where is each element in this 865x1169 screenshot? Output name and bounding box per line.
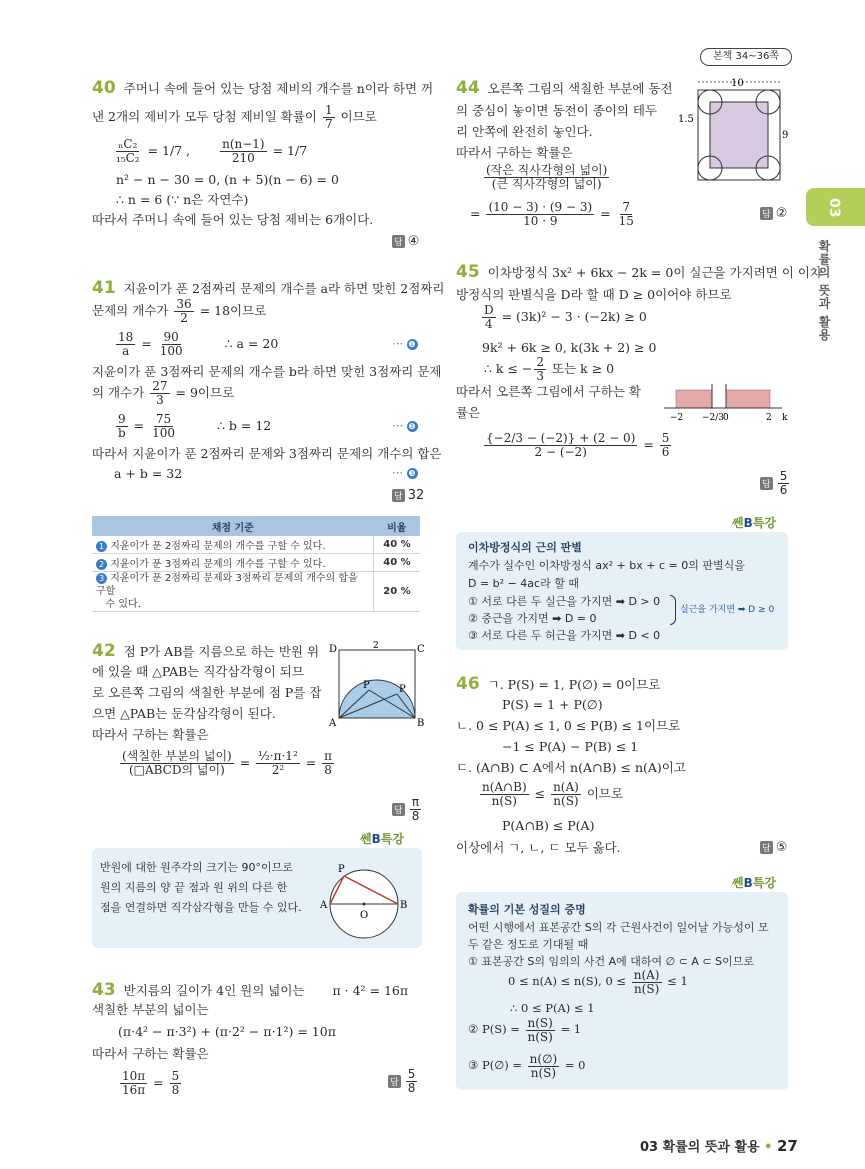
p46-line5: ㄷ. (A∩B) ⊂ A에서 n(A∩B) ≤ n(A)이고: [456, 760, 686, 775]
tip2-brace-note: 실근을 가지면 ➡ D ≥ 0: [680, 605, 775, 615]
label-radius: 1.5: [678, 114, 694, 125]
criteria-row: 3 지윤이가 푼 2점짜리 문제와 3점짜리 문제의 개수의 합을 구할 수 있다. 20 %: [92, 572, 420, 612]
p40-answer: 답 ④: [394, 234, 420, 249]
criteria-header-label: 채점 기준: [92, 516, 374, 536]
label-o: O: [360, 910, 369, 921]
label-p: P: [338, 864, 345, 875]
p44-line1: 44 오른쪽 그림의 색칠한 부분에 동전: [456, 78, 673, 98]
p40-n-fraction: $\frac{n(n-1)}{210}$: [222, 137, 265, 165]
p40-fraction-1-7: $\frac{1}{7}$: [324, 103, 333, 131]
criteria-row: 1 지윤이가 푼 2점짜리 문제의 개수를 구할 수 있다. 40 %: [92, 536, 420, 554]
inner-shaded-rectangle: [710, 102, 768, 168]
p42-line4: 으면 △PAB는 둔각삼각형이 된다.: [92, 706, 276, 721]
p43-eq1: (π·4² − π·3²) + (π·2² − π·1²) = 10π: [118, 1024, 336, 1039]
tip3-label: 쎈B특강: [732, 876, 776, 890]
p43-answer: 답 $\frac{5}{8}$: [390, 1067, 416, 1095]
p45-line2: 방정식의 판별식을 D라 할 때 D ≥ 0이어야 하므로: [456, 287, 732, 302]
p44-line3: 리 안쪽에 완전히 놓인다.: [456, 124, 593, 139]
p40-eq2-rhs: = 1/7: [272, 143, 308, 158]
p46-number: 46: [456, 674, 480, 694]
label-c: C: [417, 644, 425, 655]
step-marker-3: ⋯ ❸: [392, 466, 416, 479]
p45-eq2: 9k² + 6k ≥ 0, k(3k + 2) ≥ 0: [482, 340, 657, 355]
p41-line3: 지윤이가 푼 3점짜리 문제의 개수를 b라 하면 맞힌 3점짜리 문제: [92, 364, 442, 379]
p41-text1: 지윤이가 푼 2점짜리 문제의 개수를 a라 하면 맞힌 2점짜리: [123, 281, 445, 296]
p43-number: 43: [92, 980, 116, 1000]
p41-answer: 답 32: [394, 488, 425, 503]
p40-number: 40: [92, 78, 116, 98]
p40-eq1: [112, 136, 307, 166]
p41-line4: 의 개수가 $\frac{27}{3}$ = 9이므로: [92, 379, 235, 407]
p40-conclusion: 따라서 주머니 속에 들어 있는 당첨 제비는 6개이다.: [92, 212, 374, 227]
p46-fraction-ineq: $\frac{n(A\cap B)}{n(S)}$ ≤ $\frac{n(A)}{n(S)}$ 이므로: [482, 780, 624, 808]
tip2-label: 쎈B특강: [732, 516, 776, 530]
brace-icon: [670, 595, 676, 625]
label-d: D: [329, 644, 338, 655]
p45-eq1: $\frac{D}{4}$ = (3k)² − 3 · (−2k) ≥ 0: [484, 303, 647, 331]
p45-number-line-figure: [658, 380, 790, 430]
p45-answer: 답 $\frac{5}{6}$: [762, 469, 788, 497]
p45-number: 45: [456, 262, 480, 282]
page-reference-text: 본책 34~36쪽: [713, 51, 779, 62]
p46-line1: 46 ㄱ. P(S) = 1, P(∅) = 0이므로: [456, 674, 661, 694]
tip2-line1: 계수가 실수인 이차방정식 ax² + bx + c = 0의 판별식을: [468, 559, 745, 572]
p42-line2: 에 있을 때 △PAB는 직각삼각형이 되므: [92, 664, 304, 679]
tip3-line1: 어떤 시행에서 표본공간 S의 각 근원사건이 일어날 가능성이 모: [468, 921, 769, 934]
page-reference-badge: [700, 48, 792, 66]
tip3-line5: ∴ 0 ≤ P(A) ≤ 1: [510, 1001, 595, 1015]
step-marker-1: ⋯ ❶: [392, 337, 416, 350]
criteria-header-ratio: 비율: [374, 516, 421, 536]
p46-line7: 이상에서 ㄱ, ㄴ, ㄷ 모두 옳다.: [456, 840, 621, 855]
label-a: A: [320, 900, 328, 911]
tip3-line2: 두 같은 정도로 기대될 때: [468, 938, 589, 951]
p41-eq1: $\frac{18}{a}$ = $\frac{90}{100}$ ∴ a = 20: [118, 330, 279, 358]
label-side-2: 2: [373, 641, 379, 651]
p40-text2b: 이므로: [340, 109, 377, 124]
p42-answer: 답 $\frac{\pi}{8}$: [394, 795, 420, 823]
p41-line2: 문제의 개수가 $\frac{36}{2}$ = 18이므로: [92, 297, 267, 325]
chapter-number: 03: [826, 198, 842, 218]
p46-line2: P(S) = 1 + P(∅): [502, 697, 603, 712]
p41-line5: 따라서 지윤이가 푼 2점짜리 문제와 3점짜리 문제의 개수의 합은: [92, 446, 442, 461]
p41-fraction-27-3: $\frac{27}{3}$: [152, 379, 168, 407]
p46-line3: ㄴ. 0 ≤ P(A) ≤ 1, 0 ≤ P(B) ≤ 1이므로: [456, 718, 681, 733]
step-marker-2: ⋯ ❷: [392, 419, 416, 432]
p44-coin-figure: [676, 76, 790, 200]
p41-eq3: a + b = 32: [114, 466, 183, 481]
answer-badge-icon: 답: [392, 235, 405, 248]
tip1-line3: 점을 연결하면 직각삼각형을 만들 수 있다.: [100, 901, 302, 914]
p44-line2: 의 중심이 놓이면 동전이 종이의 테두: [456, 103, 657, 118]
p40-line2: [92, 104, 377, 131]
p45-line3: 따라서 오른쪽 그림에서 구하는 확: [456, 384, 641, 399]
tip2-line2: D = b² − 4ac라 할 때: [468, 577, 579, 590]
p45-line1: 45 이차방정식 3x² + 6kx − 2k = 0이 실근을 가지려면 이 이차: [456, 262, 823, 282]
page-footer: 03 확률의 뜻과 활용 • 27: [640, 1137, 798, 1155]
tip1-line1: 반원에 대한 원주각의 크기는 90°이므로: [100, 861, 293, 874]
p43-line2: 색칠한 부분의 넓이는: [92, 1002, 209, 1017]
p40-text2a: 낸 2개의 제비가 모두 당첨 제비일 확률이: [92, 109, 317, 124]
p41-eq2: $\frac{9}{b}$ = $\frac{75}{100}$ ∴ b = 12: [118, 412, 272, 440]
p44-answer: 답 ②: [762, 206, 788, 221]
p45-eq3: ∴ k ≤ − $\frac{2}{3}$ 또는 k ≥ 0: [484, 355, 615, 383]
tip3-line7: ③ P(∅) = $\frac{n(\emptyset)}{n(S)}$ = 0: [468, 1051, 586, 1080]
p43-eq2: $\frac{10\pi}{16\pi}$ = $\frac{5}{8}$: [122, 1069, 180, 1097]
tick-minus-two-thirds: −2/3: [702, 413, 725, 423]
label-width: 10: [731, 78, 744, 89]
criteria-header-row: [92, 516, 420, 536]
p40-comb-fraction: $\frac{\text{ₙC₂}}{\text{₁₅C₂}}$: [116, 137, 140, 165]
p42-probability-eq: $\frac{\text{(색칠한 부분의 넓이)}}{\text{(□ABCD의 넓이)}}$ = $\frac{\text{½·π·1²}}{\text{2²}}$ = $\frac{\pi}{8}$: [122, 749, 333, 777]
p42-line1: 42 점 P가 AB를 지름으로 하는 반원 위: [92, 641, 320, 661]
p40-eq3: n² − n − 30 = 0, (n + 5)(n − 6) = 0: [116, 172, 339, 187]
p46-line6: P(A∩B) ≤ P(A): [502, 818, 595, 833]
tip2-title: 이차방정식의 근의 판별: [468, 541, 582, 554]
p42-line3: 로 오른쪽 그림의 색칠한 부분에 점 P를 잡: [92, 685, 322, 700]
tip3-line6: ② P(S) = $\frac{n(S)}{n(S)}$ = 1: [468, 1015, 582, 1044]
label-p2: P: [399, 684, 406, 695]
p45-probability-eq: $\frac{\{-2/3 - (-2)\} + (2 - 0)}{2 - (-2)}$ = $\frac{5}{6}$: [486, 431, 670, 459]
tip3-title: 확률의 기본 성질의 증명: [468, 903, 586, 916]
interval-right-shaded: [726, 390, 770, 408]
p40-text1: 주머니 속에 들어 있는 당첨 제비의 개수를 n이라 하면 꺼: [123, 81, 434, 96]
p43-line1: 43 반지름의 길이가 4인 원의 넓이는 π · 4² = 16π: [92, 980, 409, 1000]
tip2-line5: ③ 서로 다른 두 허근을 가지면 ➡ D < 0: [468, 629, 661, 642]
interval-left-shaded: [676, 390, 712, 408]
tick-zero: 0: [723, 413, 729, 423]
p42-line5: 따라서 구하는 확률은: [92, 727, 209, 742]
p44-number: 44: [456, 78, 480, 98]
axis-k-label: k: [782, 413, 788, 423]
p44-line4: 따라서 구하는 확률은: [456, 145, 573, 160]
tip1-line2: 원의 지름의 양 끝 점과 원 위의 다른 한: [100, 881, 288, 894]
label-b: B: [417, 718, 425, 729]
p46-answer: 답 ⑤: [762, 840, 788, 855]
p44-eq: = $\frac{(10 - 3) \cdot (9 - 3)}{10 \cdot 9}$ = $\frac{7}{15}$: [470, 200, 634, 228]
tip1-circle-figure: [318, 858, 412, 940]
tick-2: 2: [766, 413, 772, 423]
p40-line1: [92, 80, 433, 97]
chapter-side-title: 확률의 뜻과 활용: [817, 240, 831, 342]
tip3-line4: 0 ≤ n(A) ≤ n(S), 0 ≤ $\frac{n(A)}{n(S)}$ ≤ 1: [508, 967, 688, 996]
p43-line3: 따라서 구하는 확률은: [92, 1046, 209, 1061]
tip3-line3: ① 표본공간 S의 임의의 사건 A에 대하여 ∅ ⊂ A ⊂ S이므로: [468, 955, 754, 968]
p41-line1: [92, 280, 444, 297]
p40-eq1-rhs: = 1/7 ,: [147, 143, 191, 158]
p42-semicircle-figure: [325, 640, 425, 730]
page-number: 27: [776, 1137, 798, 1155]
tick-minus-2: −2: [670, 413, 684, 423]
p41-number: 41: [92, 278, 116, 298]
p45-line4: 률은: [456, 405, 481, 420]
label-b: B: [400, 900, 408, 911]
criteria-row: 2 지윤이가 푼 3점짜리 문제의 개수를 구할 수 있다. 40 %: [92, 554, 420, 572]
chapter-side-tab: [806, 188, 865, 226]
center-point: [363, 903, 366, 906]
p44-ratio: $\frac{\text{(작은 직사각형의 넓이)}}{\text{(큰 직사각형의 넓이)}}$: [486, 163, 608, 191]
label-p1: P: [363, 680, 370, 691]
p42-number: 42: [92, 641, 116, 661]
tip2-line3: ① 서로 다른 두 실근을 가지면 ➡ D > 0: [468, 595, 661, 608]
p40-eq4: ∴ n = 6 (∵ n은 자연수): [116, 192, 249, 207]
p46-line4: −1 ≤ P(A) − P(B) ≤ 1: [502, 739, 639, 754]
footer-chapter: 03 확률의 뜻과 활용: [640, 1140, 760, 1155]
tip1-label: 쎈B특강: [360, 832, 404, 846]
tip2-line4: ② 중근을 가지면 ➡ D = 0: [468, 612, 597, 625]
label-height: 9: [782, 130, 789, 141]
grading-criteria-table: [92, 516, 420, 612]
p41-fraction-36-2: $\frac{36}{2}$: [176, 297, 192, 325]
label-a: A: [329, 718, 337, 729]
